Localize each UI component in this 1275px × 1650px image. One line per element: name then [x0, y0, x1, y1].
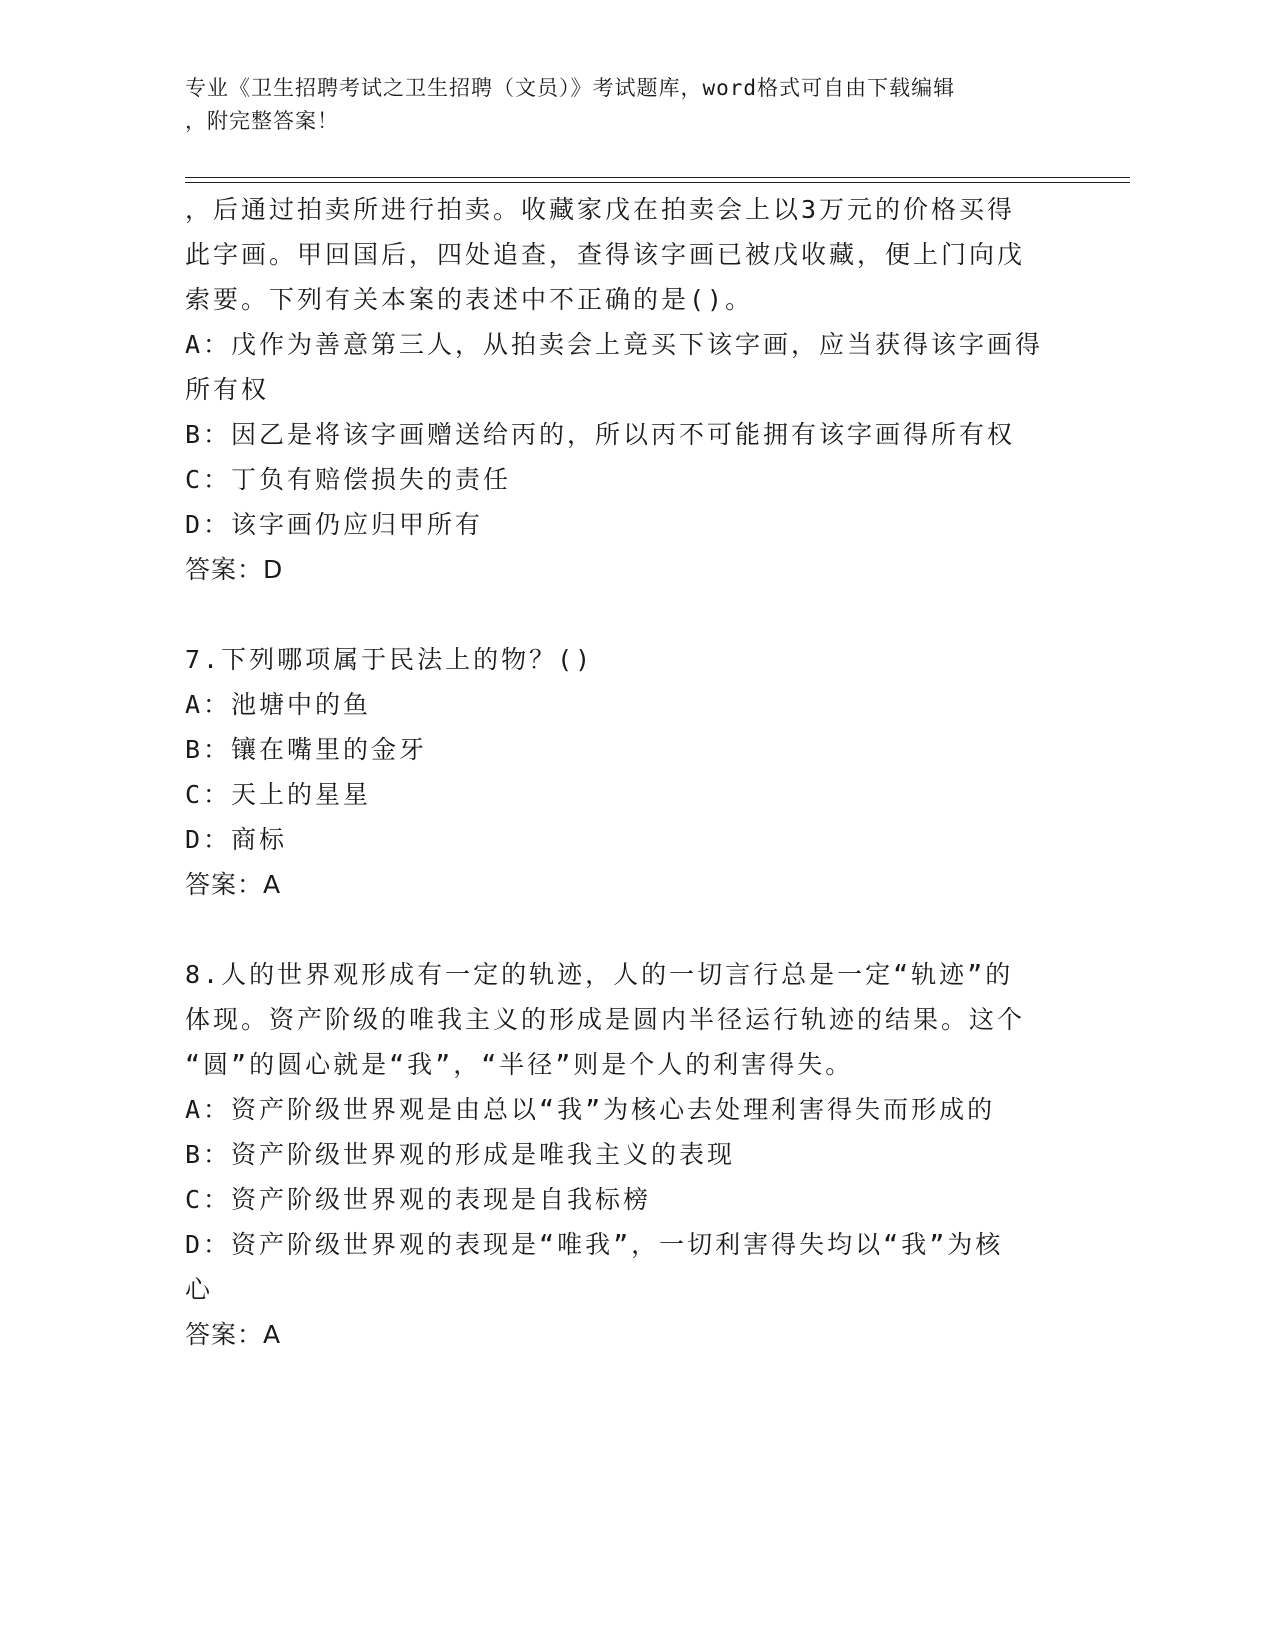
option-b: B：镶在嘴里的金牙 — [185, 735, 428, 764]
question-stem-line: ，后通过拍卖所进行拍卖。收藏家戊在拍卖会上以3万元的价格买得 — [185, 195, 1016, 224]
option-a-continued: 所有权 — [185, 375, 270, 404]
option-b: B：因乙是将该字画赠送给丙的，所以丙不可能拥有该字画得所有权 — [185, 420, 1016, 449]
spacer — [185, 592, 1065, 637]
question-stem-line: 7.下列哪项属于民法上的物？() — [185, 645, 594, 674]
question-stem-line: 8.人的世界观形成有一定的轨迹，人的一切言行总是一定“轨迹”的 — [185, 960, 1014, 989]
header-divider-bottom — [185, 182, 1130, 183]
question-stem-line: “圆”的圆心就是“我”，“半径”则是个人的利害得失。 — [185, 1050, 854, 1079]
answer: 答案：A — [185, 1320, 282, 1349]
question-stem-line: 此字画。甲回国后，四处追查，查得该字画已被戊收藏，便上门向戊 — [185, 240, 1026, 269]
option-d: D：该字画仍应归甲所有 — [185, 510, 484, 539]
document-body — [185, 187, 1065, 1357]
option-b: B：资产阶级世界观的形成是唯我主义的表现 — [185, 1140, 736, 1169]
option-c: C：天上的星星 — [185, 780, 372, 809]
option-a: A：资产阶级世界观是由总以“我”为核心去处理利害得失而形成的 — [185, 1095, 996, 1124]
answer: 答案：A — [185, 870, 282, 899]
option-d: D：资产阶级世界观的表现是“唯我”，一切利害得失均以“我”为核 — [185, 1230, 1004, 1259]
question-6 — [185, 187, 1065, 592]
question-stem-line: 索要。下列有关本案的表述中不正确的是()。 — [185, 285, 754, 314]
option-d-continued: 心 — [185, 1275, 214, 1304]
spacer — [185, 907, 1065, 952]
header-line-1: 专业《卫生招聘考试之卫生招聘（文员）》考试题库，word格式可自由下载编辑 — [185, 76, 956, 100]
header-line-2: ，附完整答案！ — [185, 109, 339, 133]
option-c: C：资产阶级世界观的表现是自我标榜 — [185, 1185, 652, 1214]
answer: 答案：D — [185, 555, 284, 584]
document-header — [185, 72, 1085, 138]
option-a: A：池塘中的鱼 — [185, 690, 372, 719]
option-d: D：商标 — [185, 825, 288, 854]
question-stem-line: 体现。资产阶级的唯我主义的形成是圆内半径运行轨迹的结果。这个 — [185, 1005, 1026, 1034]
option-c: C：丁负有赔偿损失的责任 — [185, 465, 512, 494]
question-8 — [185, 952, 1065, 1357]
header-divider-top — [185, 177, 1130, 178]
option-a: A：戊作为善意第三人，从拍卖会上竟买下该字画，应当获得该字画得 — [185, 330, 1044, 359]
question-7 — [185, 637, 1065, 907]
